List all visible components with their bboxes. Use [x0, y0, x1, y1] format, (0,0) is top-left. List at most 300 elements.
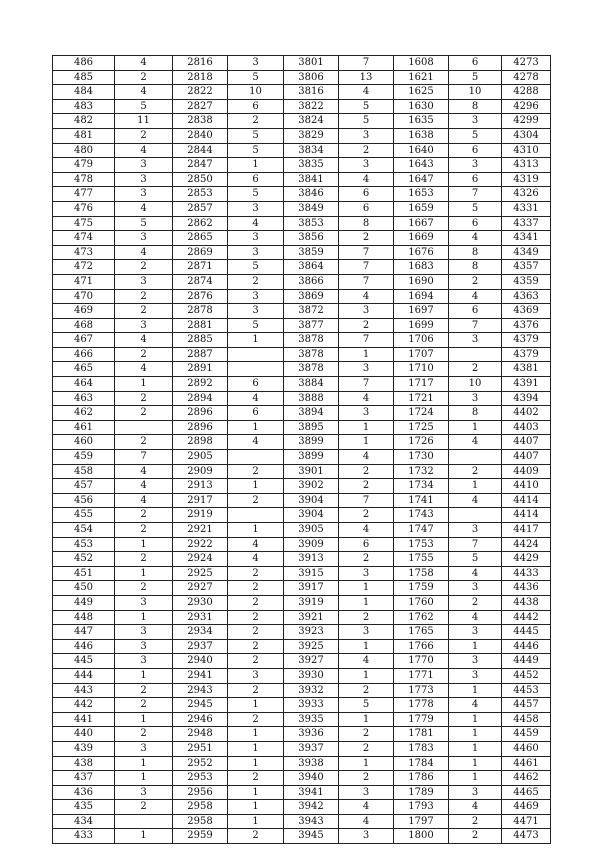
table-cell: 4313: [502, 158, 551, 173]
table-cell: 4407: [502, 450, 551, 465]
table-cell: 478: [53, 172, 115, 187]
table-row: [53, 114, 551, 129]
table-cell: 2: [115, 70, 173, 85]
table-cell: 1: [339, 756, 394, 771]
table-cell: 1773: [394, 683, 449, 698]
table-cell: 2862: [173, 216, 228, 231]
table-cell: 2958: [173, 800, 228, 815]
table-cell: 1621: [394, 70, 449, 85]
table-row: [53, 289, 551, 304]
table-cell: [449, 450, 502, 465]
table-row: [53, 800, 551, 815]
table-cell: 3915: [284, 566, 339, 581]
table-cell: 6: [449, 56, 502, 71]
table-cell: 4376: [502, 318, 551, 333]
table-cell: 2927: [173, 581, 228, 596]
table-cell: 4: [339, 523, 394, 538]
table-cell: 1669: [394, 231, 449, 246]
table-cell: 3806: [284, 70, 339, 85]
table-cell: 3: [339, 128, 394, 143]
table-cell: 3923: [284, 625, 339, 640]
table-cell: 1800: [394, 829, 449, 844]
table-cell: 2: [339, 143, 394, 158]
table-cell: 2896: [173, 406, 228, 421]
table-cell: 439: [53, 741, 115, 756]
table-cell: 2: [228, 114, 284, 129]
table-cell: 4458: [502, 712, 551, 727]
table-cell: 7: [339, 377, 394, 392]
table-cell: 4273: [502, 56, 551, 71]
table-cell: 2: [115, 435, 173, 450]
table-cell: 8: [449, 99, 502, 114]
table-cell: 3: [339, 304, 394, 319]
table-cell: 3902: [284, 479, 339, 494]
table-cell: 4: [115, 479, 173, 494]
table-row: [53, 595, 551, 610]
table-cell: 2894: [173, 391, 228, 406]
table-cell: 2951: [173, 741, 228, 756]
table-cell: 4288: [502, 85, 551, 100]
table-cell: 1706: [394, 333, 449, 348]
table-cell: 3: [228, 304, 284, 319]
table-cell: 4: [115, 245, 173, 260]
table-cell: 2878: [173, 304, 228, 319]
table-cell: 3: [449, 581, 502, 596]
table-cell: 2940: [173, 654, 228, 669]
table-cell: 3: [115, 639, 173, 654]
table-cell: 3878: [284, 347, 339, 362]
table-cell: 1766: [394, 639, 449, 654]
table-cell: 4349: [502, 245, 551, 260]
table-cell: 2: [339, 683, 394, 698]
table-cell: 2: [115, 800, 173, 815]
table-cell: 2887: [173, 347, 228, 362]
table-cell: 1734: [394, 479, 449, 494]
table-cell: 1: [115, 610, 173, 625]
table-cell: 1: [115, 712, 173, 727]
table-cell: 475: [53, 216, 115, 231]
table-cell: 6: [449, 304, 502, 319]
table-cell: 7: [339, 260, 394, 275]
table-cell: 2892: [173, 377, 228, 392]
table-cell: 451: [53, 566, 115, 581]
table-cell: 2869: [173, 245, 228, 260]
table-cell: 3: [115, 741, 173, 756]
table-cell: 6: [449, 143, 502, 158]
table-cell: [115, 420, 173, 435]
table-cell: 5: [449, 201, 502, 216]
table-cell: 3: [339, 785, 394, 800]
table-cell: 483: [53, 99, 115, 114]
table-cell: 1: [115, 668, 173, 683]
table-cell: 4: [228, 391, 284, 406]
table-cell: 465: [53, 362, 115, 377]
table-cell: 2: [115, 727, 173, 742]
table-cell: 1: [339, 435, 394, 450]
table-cell: 2: [228, 566, 284, 581]
table-cell: 3919: [284, 595, 339, 610]
table-row: [53, 683, 551, 698]
table-cell: 2816: [173, 56, 228, 71]
table-cell: 3: [449, 785, 502, 800]
table-cell: 1747: [394, 523, 449, 538]
table-cell: 1: [115, 756, 173, 771]
table-cell: 5: [449, 552, 502, 567]
table-cell: 3877: [284, 318, 339, 333]
table-cell: 8: [449, 245, 502, 260]
table-cell: 4462: [502, 771, 551, 786]
table-cell: 4436: [502, 581, 551, 596]
table-cell: 4449: [502, 654, 551, 669]
table-cell: 3: [339, 158, 394, 173]
table-cell: 3917: [284, 581, 339, 596]
table-cell: 7: [339, 493, 394, 508]
table-row: [53, 187, 551, 202]
table-cell: 7: [115, 450, 173, 465]
table-cell: 2896: [173, 420, 228, 435]
table-cell: 467: [53, 333, 115, 348]
table-row: [53, 260, 551, 275]
table-cell: 3894: [284, 406, 339, 421]
table-cell: 462: [53, 406, 115, 421]
table-cell: 1725: [394, 420, 449, 435]
table-cell: 1765: [394, 625, 449, 640]
table-cell: 10: [449, 377, 502, 392]
table-cell: 1: [228, 420, 284, 435]
table-cell: 7: [449, 187, 502, 202]
table-cell: 3913: [284, 552, 339, 567]
table-row: [53, 537, 551, 552]
table-cell: 1653: [394, 187, 449, 202]
table-cell: 2818: [173, 70, 228, 85]
table-cell: 2: [228, 274, 284, 289]
table-cell: 6: [449, 172, 502, 187]
table-cell: 474: [53, 231, 115, 246]
table-cell: 1: [449, 727, 502, 742]
table-cell: 2: [228, 625, 284, 640]
table-cell: 4278: [502, 70, 551, 85]
table-cell: 464: [53, 377, 115, 392]
table-cell: 4414: [502, 493, 551, 508]
table-cell: 2827: [173, 99, 228, 114]
table-cell: 1608: [394, 56, 449, 71]
table-cell: 3: [449, 625, 502, 640]
table-cell: 1: [115, 377, 173, 392]
table-cell: 3935: [284, 712, 339, 727]
table-cell: 4296: [502, 99, 551, 114]
table-cell: 3: [228, 231, 284, 246]
table-cell: 2885: [173, 333, 228, 348]
table-cell: 7: [339, 56, 394, 71]
table-cell: 5: [339, 698, 394, 713]
table-cell: 472: [53, 260, 115, 275]
table-cell: 459: [53, 450, 115, 465]
table-row: [53, 523, 551, 538]
table-cell: 444: [53, 668, 115, 683]
table-cell: 469: [53, 304, 115, 319]
table-cell: 2909: [173, 464, 228, 479]
table-cell: 4394: [502, 391, 551, 406]
table-cell: 4: [339, 654, 394, 669]
table-cell: 3801: [284, 56, 339, 71]
table-cell: 4433: [502, 566, 551, 581]
table-cell: 1643: [394, 158, 449, 173]
table-cell: 1: [228, 741, 284, 756]
table-cell: 468: [53, 318, 115, 333]
table-cell: 4: [339, 172, 394, 187]
table-cell: 1758: [394, 566, 449, 581]
table-cell: 3822: [284, 99, 339, 114]
table-cell: 2: [115, 523, 173, 538]
table-cell: 1: [449, 741, 502, 756]
table-cell: 3878: [284, 333, 339, 348]
table-cell: 3835: [284, 158, 339, 173]
table-row: [53, 347, 551, 362]
score-table: [52, 55, 551, 844]
table-cell: 4: [115, 201, 173, 216]
table-cell: 11: [115, 114, 173, 129]
table-cell: 10: [228, 85, 284, 100]
table-cell: 3: [115, 625, 173, 640]
table-cell: 3909: [284, 537, 339, 552]
table-cell: 473: [53, 245, 115, 260]
table-cell: 3925: [284, 639, 339, 654]
table-cell: 8: [449, 406, 502, 421]
table-cell: 4417: [502, 523, 551, 538]
table-row: [53, 756, 551, 771]
table-row: [53, 99, 551, 114]
table-cell: 1741: [394, 493, 449, 508]
table-row: [53, 508, 551, 523]
table-cell: 4326: [502, 187, 551, 202]
table-cell: 3: [115, 187, 173, 202]
table-cell: 4: [339, 450, 394, 465]
table-cell: 1707: [394, 347, 449, 362]
table-cell: 1783: [394, 741, 449, 756]
table-cell: 4369: [502, 304, 551, 319]
table-cell: 477: [53, 187, 115, 202]
table-cell: 7: [339, 333, 394, 348]
table-cell: 1: [228, 800, 284, 815]
table-cell: 2: [339, 741, 394, 756]
table-cell: 3829: [284, 128, 339, 143]
table-cell: 2937: [173, 639, 228, 654]
table-cell: 456: [53, 493, 115, 508]
table-cell: 3: [115, 274, 173, 289]
table-cell: 5: [228, 143, 284, 158]
table-cell: 4429: [502, 552, 551, 567]
table-cell: 5: [228, 187, 284, 202]
table-cell: 3: [228, 668, 284, 683]
table-cell: 4391: [502, 377, 551, 392]
table-cell: 10: [449, 85, 502, 100]
table-cell: 1: [449, 771, 502, 786]
table-cell: 4407: [502, 435, 551, 450]
table-cell: 441: [53, 712, 115, 727]
table-cell: 1717: [394, 377, 449, 392]
table-cell: 1: [449, 420, 502, 435]
table-cell: 2921: [173, 523, 228, 538]
table-cell: 2838: [173, 114, 228, 129]
table-cell: 1: [339, 639, 394, 654]
table-cell: 442: [53, 698, 115, 713]
table-cell: 3921: [284, 610, 339, 625]
table-cell: 4: [115, 362, 173, 377]
table-cell: 3853: [284, 216, 339, 231]
table-cell: 6: [339, 537, 394, 552]
table-cell: 2844: [173, 143, 228, 158]
table-cell: 3945: [284, 829, 339, 844]
table-cell: 447: [53, 625, 115, 640]
table-cell: 4: [339, 85, 394, 100]
table-row: [53, 479, 551, 494]
table-cell: 5: [339, 114, 394, 129]
table-cell: 2924: [173, 552, 228, 567]
table-cell: 2: [339, 552, 394, 567]
table-cell: 3872: [284, 304, 339, 319]
table-row: [53, 274, 551, 289]
table-cell: 2: [449, 595, 502, 610]
table-cell: 2: [228, 683, 284, 698]
table-cell: 4459: [502, 727, 551, 742]
table-cell: 2945: [173, 698, 228, 713]
table-cell: 3: [339, 362, 394, 377]
table-cell: 4: [339, 391, 394, 406]
table-cell: 3878: [284, 362, 339, 377]
table-cell: 1778: [394, 698, 449, 713]
table-cell: 484: [53, 85, 115, 100]
table-row: [53, 639, 551, 654]
table-cell: 2840: [173, 128, 228, 143]
table-cell: 3: [449, 523, 502, 538]
table-cell: 8: [449, 260, 502, 275]
table-row: [53, 668, 551, 683]
table-row: [53, 493, 551, 508]
table-row: [53, 785, 551, 800]
table-cell: 3905: [284, 523, 339, 538]
table-cell: 4438: [502, 595, 551, 610]
table-cell: 3846: [284, 187, 339, 202]
table-row: [53, 771, 551, 786]
table-row: [53, 420, 551, 435]
table-row: [53, 362, 551, 377]
table-cell: 3: [228, 201, 284, 216]
table-cell: 481: [53, 128, 115, 143]
table-cell: 2913: [173, 479, 228, 494]
table-cell: 4: [228, 216, 284, 231]
table-cell: 4465: [502, 785, 551, 800]
table-cell: 471: [53, 274, 115, 289]
table-cell: 7: [339, 245, 394, 260]
table-cell: 2: [115, 391, 173, 406]
table-row: [53, 172, 551, 187]
table-cell: 2931: [173, 610, 228, 625]
table-cell: 1760: [394, 595, 449, 610]
table-cell: 1779: [394, 712, 449, 727]
table-cell: 2: [115, 552, 173, 567]
table-cell: 452: [53, 552, 115, 567]
table-cell: 4: [449, 698, 502, 713]
table-cell: 2943: [173, 683, 228, 698]
table-cell: 1: [339, 347, 394, 362]
table-cell: 7: [449, 537, 502, 552]
table-cell: 1771: [394, 668, 449, 683]
table-cell: 2: [449, 464, 502, 479]
table-cell: 3: [339, 406, 394, 421]
table-cell: 4: [115, 464, 173, 479]
table-cell: 461: [53, 420, 115, 435]
table-cell: 1690: [394, 274, 449, 289]
table-cell: 3834: [284, 143, 339, 158]
table-cell: 3: [228, 56, 284, 71]
table-cell: 4: [115, 493, 173, 508]
table-cell: 2952: [173, 756, 228, 771]
table-cell: 460: [53, 435, 115, 450]
table-cell: 5: [449, 128, 502, 143]
table-cell: 2956: [173, 785, 228, 800]
table-row: [53, 216, 551, 231]
table-cell: [228, 450, 284, 465]
table-cell: 4304: [502, 128, 551, 143]
table-cell: 3932: [284, 683, 339, 698]
table-cell: 3936: [284, 727, 339, 742]
table-cell: 1753: [394, 537, 449, 552]
table-row: [53, 304, 551, 319]
table-cell: 1: [228, 785, 284, 800]
table-cell: 4: [449, 231, 502, 246]
table-row: [53, 333, 551, 348]
table-cell: 1: [115, 771, 173, 786]
table-row: [53, 741, 551, 756]
table-cell: 1743: [394, 508, 449, 523]
table-cell: 4: [115, 85, 173, 100]
table-cell: 2: [115, 581, 173, 596]
table-cell: 6: [228, 377, 284, 392]
table-cell: 2: [449, 829, 502, 844]
table-cell: 4299: [502, 114, 551, 129]
table-cell: 4453: [502, 683, 551, 698]
table-row: [53, 829, 551, 844]
table-cell: 485: [53, 70, 115, 85]
table-cell: 4402: [502, 406, 551, 421]
table-cell: 5: [339, 99, 394, 114]
table-cell: 1697: [394, 304, 449, 319]
table-cell: 3930: [284, 668, 339, 683]
table-row: [53, 231, 551, 246]
table-cell: 1726: [394, 435, 449, 450]
table-cell: 453: [53, 537, 115, 552]
table-cell: 2874: [173, 274, 228, 289]
table-cell: 448: [53, 610, 115, 625]
table-cell: 1: [449, 756, 502, 771]
table-cell: 445: [53, 654, 115, 669]
table-cell: 2881: [173, 318, 228, 333]
table-cell: 2941: [173, 668, 228, 683]
table-cell: 1759: [394, 581, 449, 596]
table-cell: 2: [449, 814, 502, 829]
table-cell: 1694: [394, 289, 449, 304]
table-row: [53, 610, 551, 625]
table-row: [53, 464, 551, 479]
table-cell: 5: [228, 318, 284, 333]
table-row: [53, 566, 551, 581]
table-cell: 454: [53, 523, 115, 538]
table-cell: 4445: [502, 625, 551, 640]
table-cell: 1: [115, 829, 173, 844]
table-row: [53, 56, 551, 71]
table-row: [53, 391, 551, 406]
table-cell: 2: [339, 508, 394, 523]
